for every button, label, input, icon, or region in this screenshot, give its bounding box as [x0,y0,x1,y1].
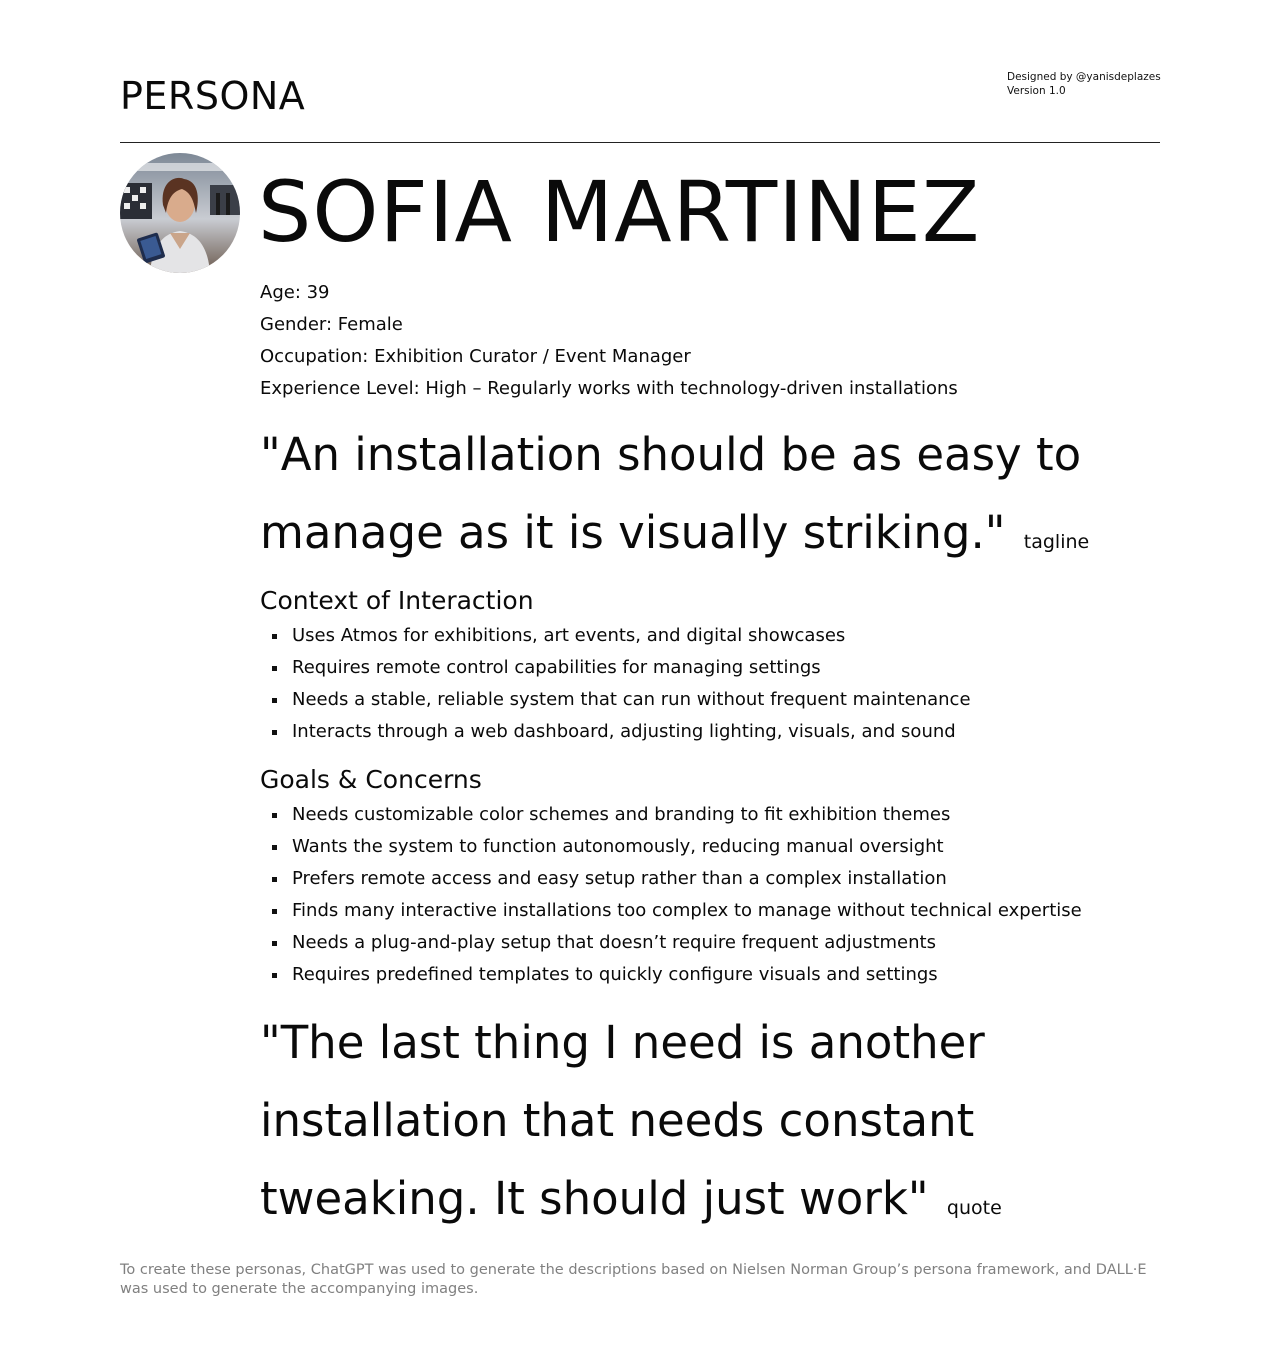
fact-age: Age: 39 [260,282,330,303]
persona-name: SOFIA MARTINEZ [258,163,981,261]
quote-text: "The last thing I need is another installation that needs constant tweaking. It should just work" [260,1016,985,1225]
footnote: To create these personas, ChatGPT was used to generate the descriptions based on Nielsen Norman Group’s persona framework, and DALL·E was used to generate the accompanying images. [120,1262,1147,1297]
avatar [120,153,240,273]
goals-list [272,799,1082,991]
quote-label: quote [946,1197,1002,1219]
list-item: Wants the system to function autonomously, reducing manual oversight [272,831,1082,863]
list-item: Interacts through a web dashboard, adjusting lighting, visuals, and sound [272,716,971,748]
persona-quote [260,1004,1160,1247]
context-list [272,620,971,748]
list-item: Needs a plug-and-play setup that doesn’t require frequent adjustments [272,927,1082,959]
designer-credit: Designed by @yanisdeplazes [1007,71,1161,83]
context-heading: Context of Interaction [260,586,534,615]
list-item: Requires predefined templates to quickly configure visuals and settings [272,959,1082,991]
credits [1007,70,1161,98]
goals-heading: Goals & Concerns [260,765,482,794]
list-item: Uses Atmos for exhibitions, art events, and digital showcases [272,620,971,652]
list-item: Finds many interactive installations too complex to manage without technical expertise [272,895,1082,927]
fact-gender: Gender: Female [260,314,403,335]
header-divider [120,142,1160,143]
page-title: PERSONA [120,74,306,118]
list-item: Needs customizable color schemes and branding to fit exhibition themes [272,799,1082,831]
persona-facts [260,277,958,405]
list-item: Requires remote control capabilities for managing settings [272,652,971,684]
list-item: Needs a stable, reliable system that can run without frequent maintenance [272,684,971,716]
tagline-text: "An installation should be as easy to manage as it is visually striking." [260,428,1082,559]
fact-experience: Experience Level: High – Regularly works with technology-driven installations [260,378,958,399]
persona-portrait-image [120,153,240,273]
version-label: Version 1.0 [1007,85,1066,97]
list-item: Prefers remote access and easy setup rather than a complex installation [272,863,1082,895]
tagline-quote [260,416,1160,581]
tagline-label: tagline [1023,531,1090,553]
fact-occupation: Occupation: Exhibition Curator / Event Manager [260,346,691,367]
